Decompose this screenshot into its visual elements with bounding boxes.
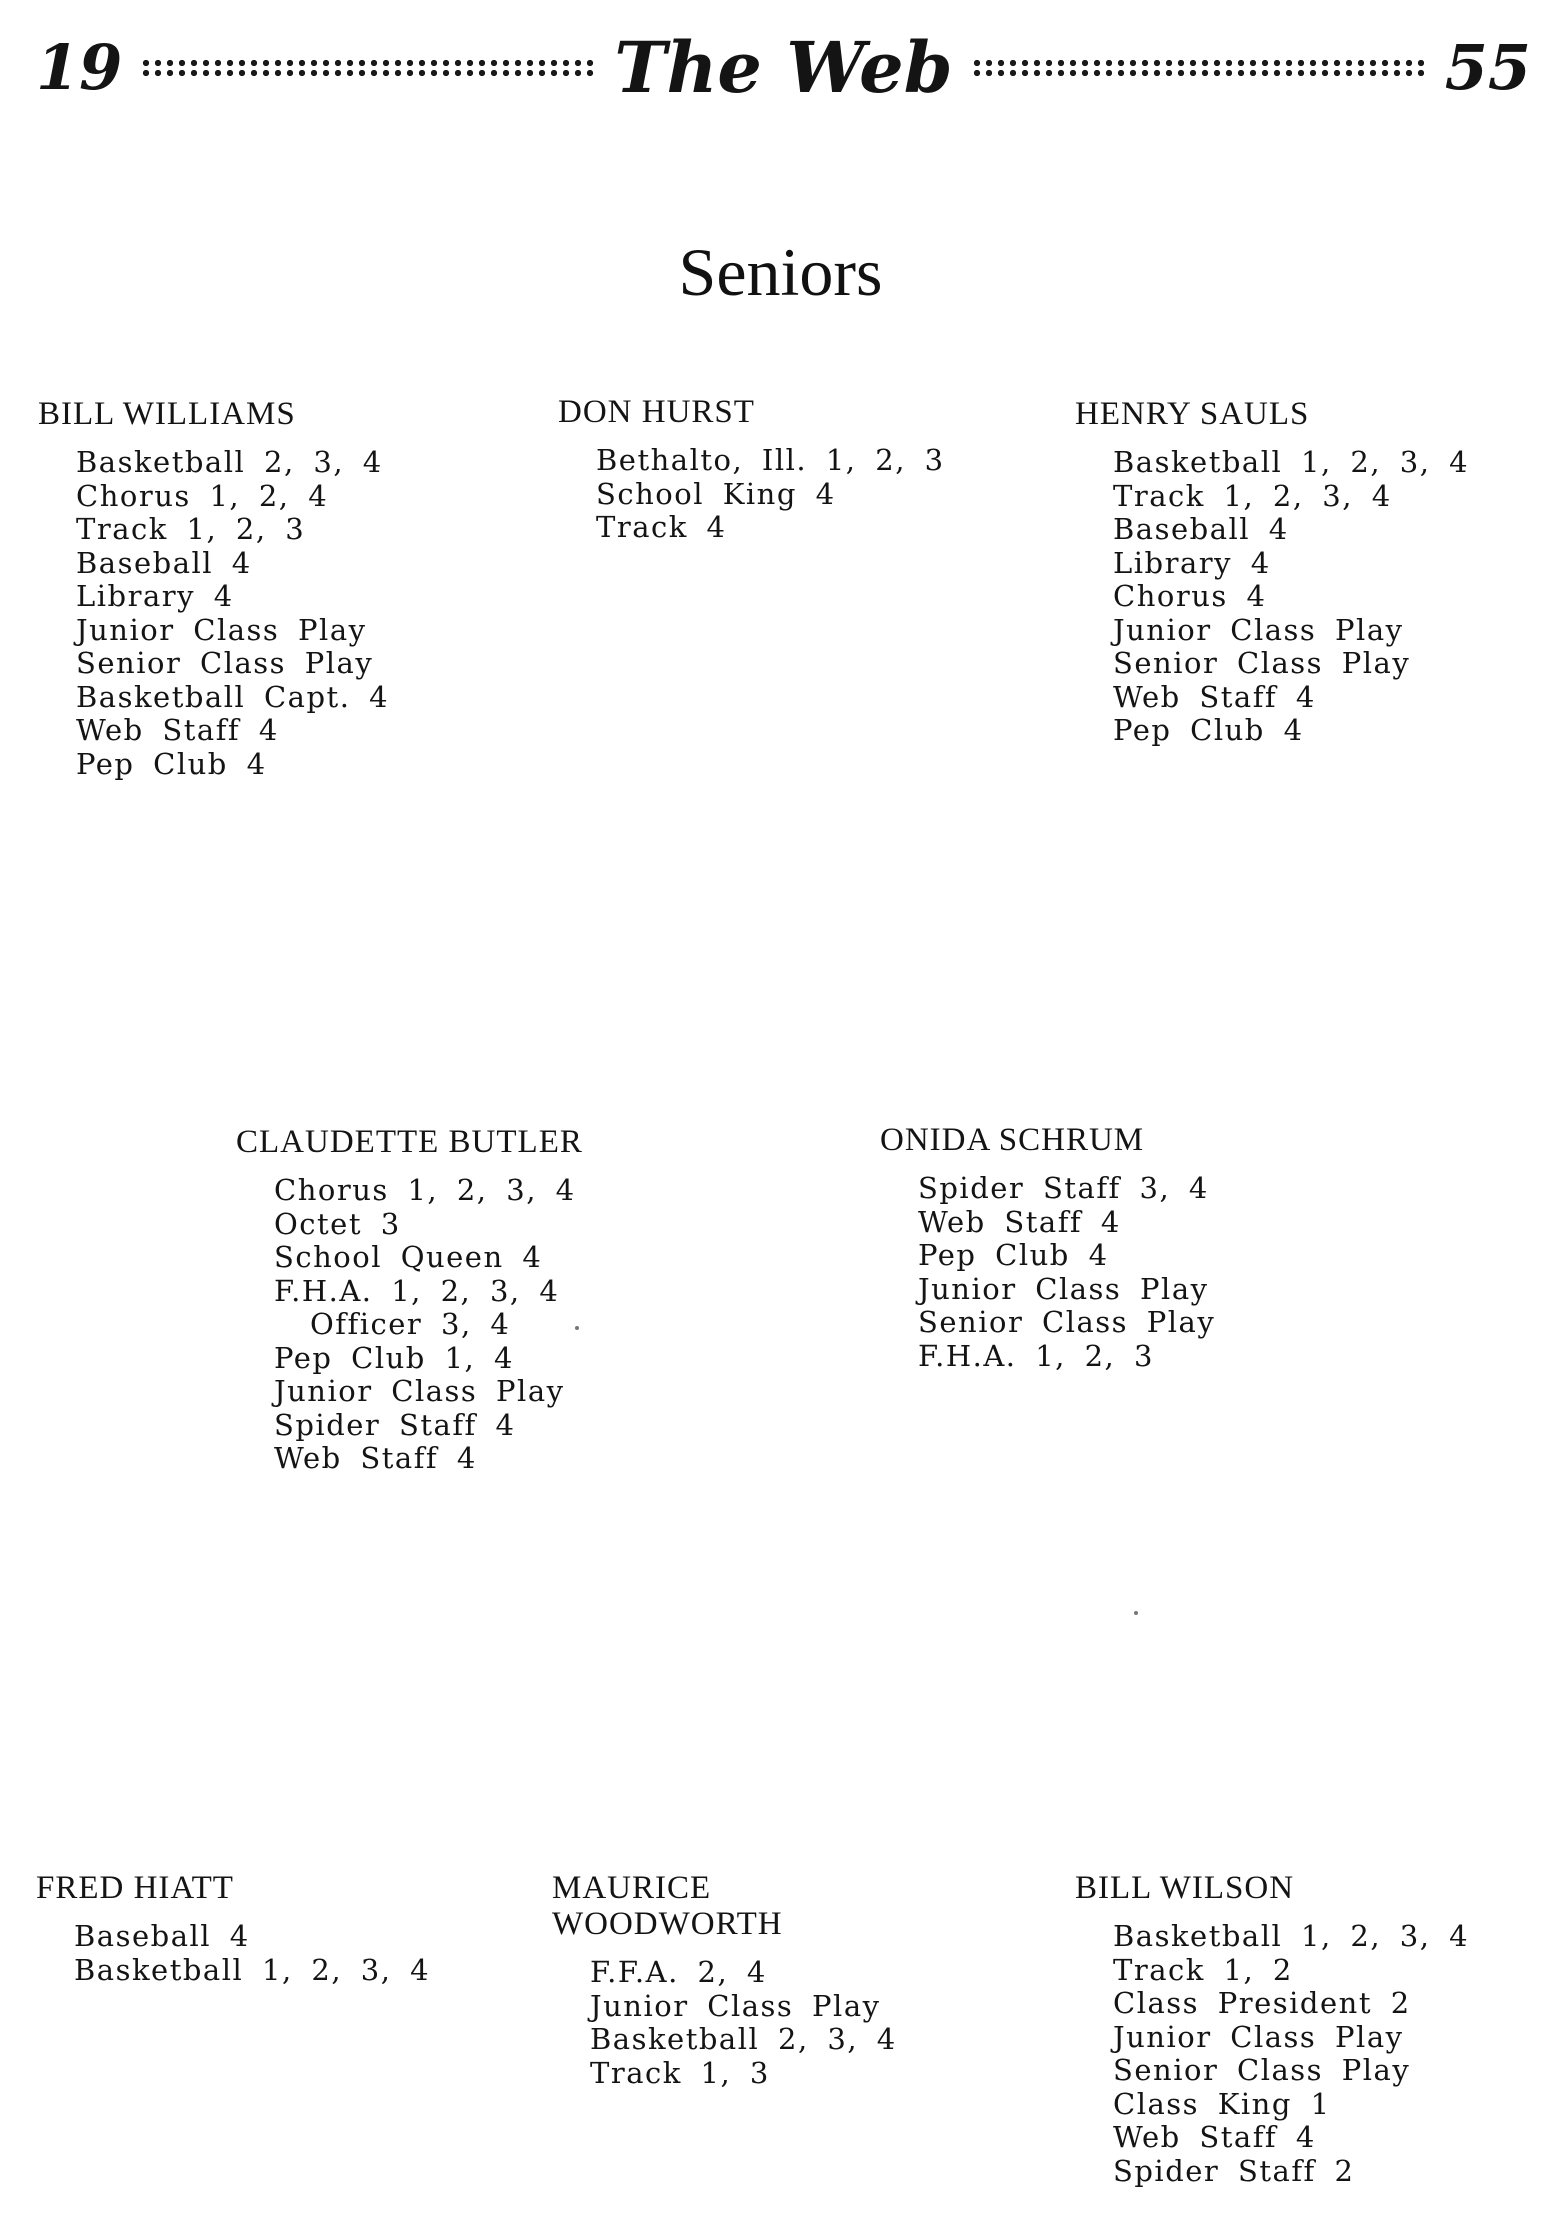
ornamental-border-left — [140, 58, 596, 78]
year-right: 55 — [1444, 31, 1531, 104]
activity-item: Track 4 — [596, 510, 727, 544]
activity-item: Basketball 2, 3, 4 — [590, 2022, 897, 2056]
activity-item: Chorus 1, 2, 4 — [76, 478, 329, 513]
activity-item: Spider Staff 2 — [1113, 2153, 1355, 2188]
activity-item: Pep Club 4 — [918, 1238, 1109, 1272]
activity-item: Library 4 — [76, 579, 234, 613]
activity-item: Spider Staff 4 — [274, 1407, 516, 1442]
senior-name-line1: MAURICE — [552, 1870, 712, 1906]
activity-item: Pep Club 4 — [1113, 713, 1304, 747]
activity-item: Web Staff 4 — [274, 1441, 477, 1475]
activity-list — [918, 1172, 1215, 1373]
activity-item: Basketball 1, 2, 3, 4 — [1113, 1919, 1470, 1953]
senior-name: DON HURST — [558, 394, 755, 430]
masthead-title: The Web — [614, 26, 953, 109]
activity-item: Basketball 1, 2, 3, 4 — [1113, 445, 1470, 479]
activity-item: Web Staff 4 — [76, 713, 279, 747]
senior-entry-onida-schrum — [880, 1122, 1215, 1373]
activity-item: Pep Club 4 — [76, 746, 267, 781]
activity-item: Octet 3 — [274, 1206, 401, 1241]
activity-list — [274, 1174, 583, 1476]
print-speck — [575, 1326, 579, 1330]
activity-item: Web Staff 4 — [1113, 679, 1316, 714]
activity-item: Pep Club 1, 4 — [274, 1340, 514, 1375]
activity-item: Track 1, 3 — [590, 2055, 770, 2090]
activity-item: Class President 2 — [1113, 1986, 1411, 2020]
activity-item: Bethalto, Ill. 1, 2, 3 — [596, 443, 945, 477]
activity-item: Baseball 4 — [76, 545, 252, 580]
senior-name: BILL WILLIAMS — [38, 396, 296, 432]
activity-item: Track 1, 2, 3, 4 — [1113, 478, 1392, 513]
activity-item: Junior Class Play — [1113, 2019, 1404, 2054]
senior-name: BILL WILSON — [1075, 1870, 1295, 1906]
activity-item: Chorus 1, 2, 3, 4 — [274, 1173, 576, 1207]
activity-item: Basketball 1, 2, 3, 4 — [74, 1952, 431, 1987]
activity-item: Spider Staff 3, 4 — [918, 1171, 1209, 1205]
activity-list — [596, 444, 945, 545]
page-header — [36, 28, 1531, 108]
activity-item: Junior Class Play — [918, 1271, 1209, 1306]
activity-item: Basketball Capt. 4 — [76, 679, 390, 714]
activity-item: Junior Class Play — [274, 1374, 565, 1408]
print-speck — [1134, 1611, 1138, 1615]
activity-item: Baseball 4 — [1113, 512, 1289, 546]
activity-item: Officer 3, 4 — [310, 1307, 511, 1341]
activity-item: F.H.A. 1, 2, 3 — [918, 1338, 1154, 1373]
ornamental-border-right — [971, 58, 1427, 78]
activity-list — [1113, 1920, 1469, 2188]
activity-item: Library 4 — [1113, 545, 1271, 580]
activity-list — [590, 1956, 897, 2090]
year-left: 19 — [36, 31, 123, 104]
senior-entry-henry-sauls — [1075, 396, 1469, 748]
activity-list — [74, 1920, 430, 1987]
senior-entry-claudette-butler — [236, 1124, 583, 1476]
senior-name: HENRY SAULS — [1075, 396, 1310, 432]
activity-item: Senior Class Play — [918, 1305, 1216, 1339]
activity-item: Track 1, 2, 3 — [76, 512, 306, 546]
senior-name: FRED HIATT — [36, 1870, 234, 1906]
senior-entry-bill-wilson — [1075, 1870, 1469, 2188]
activity-item: School Queen 4 — [274, 1240, 543, 1274]
senior-entry-fred-hiatt — [36, 1870, 430, 1987]
activity-item: Junior Class Play — [590, 1988, 881, 2023]
activity-item: Class King 1 — [1113, 2086, 1331, 2121]
activity-item: Junior Class Play — [76, 612, 367, 647]
page-title: Seniors — [678, 234, 883, 310]
activity-item: Baseball 4 — [74, 1919, 250, 1953]
activity-item: School King 4 — [596, 476, 836, 511]
activity-item: Senior Class Play — [76, 646, 374, 680]
activity-item: Junior Class Play — [1113, 612, 1404, 647]
senior-entry-don-hurst — [558, 394, 945, 545]
senior-name-line2: WOODWORTH — [552, 1906, 783, 1942]
activity-list — [76, 446, 389, 781]
activity-item: Track 1, 2 — [1113, 1952, 1293, 1987]
activity-item: Senior Class Play — [1113, 2053, 1411, 2087]
senior-name: CLAUDETTE BUTLER — [236, 1124, 583, 1160]
activity-item: Senior Class Play — [1113, 646, 1411, 680]
activity-list — [1113, 446, 1469, 748]
activity-item: F.H.A. 1, 2, 3, 4 — [274, 1273, 560, 1308]
senior-name: ONIDA SCHRUM — [880, 1122, 1145, 1158]
activity-item: Web Staff 4 — [1113, 2120, 1316, 2154]
activity-item: Web Staff 4 — [918, 1204, 1121, 1239]
senior-entry-bill-williams — [38, 396, 389, 781]
activity-item: Chorus 4 — [1113, 579, 1267, 613]
activity-item: Basketball 2, 3, 4 — [76, 445, 383, 479]
activity-item: F.F.A. 2, 4 — [590, 1955, 767, 1989]
senior-entry-maurice-woodworth — [552, 1870, 897, 2090]
